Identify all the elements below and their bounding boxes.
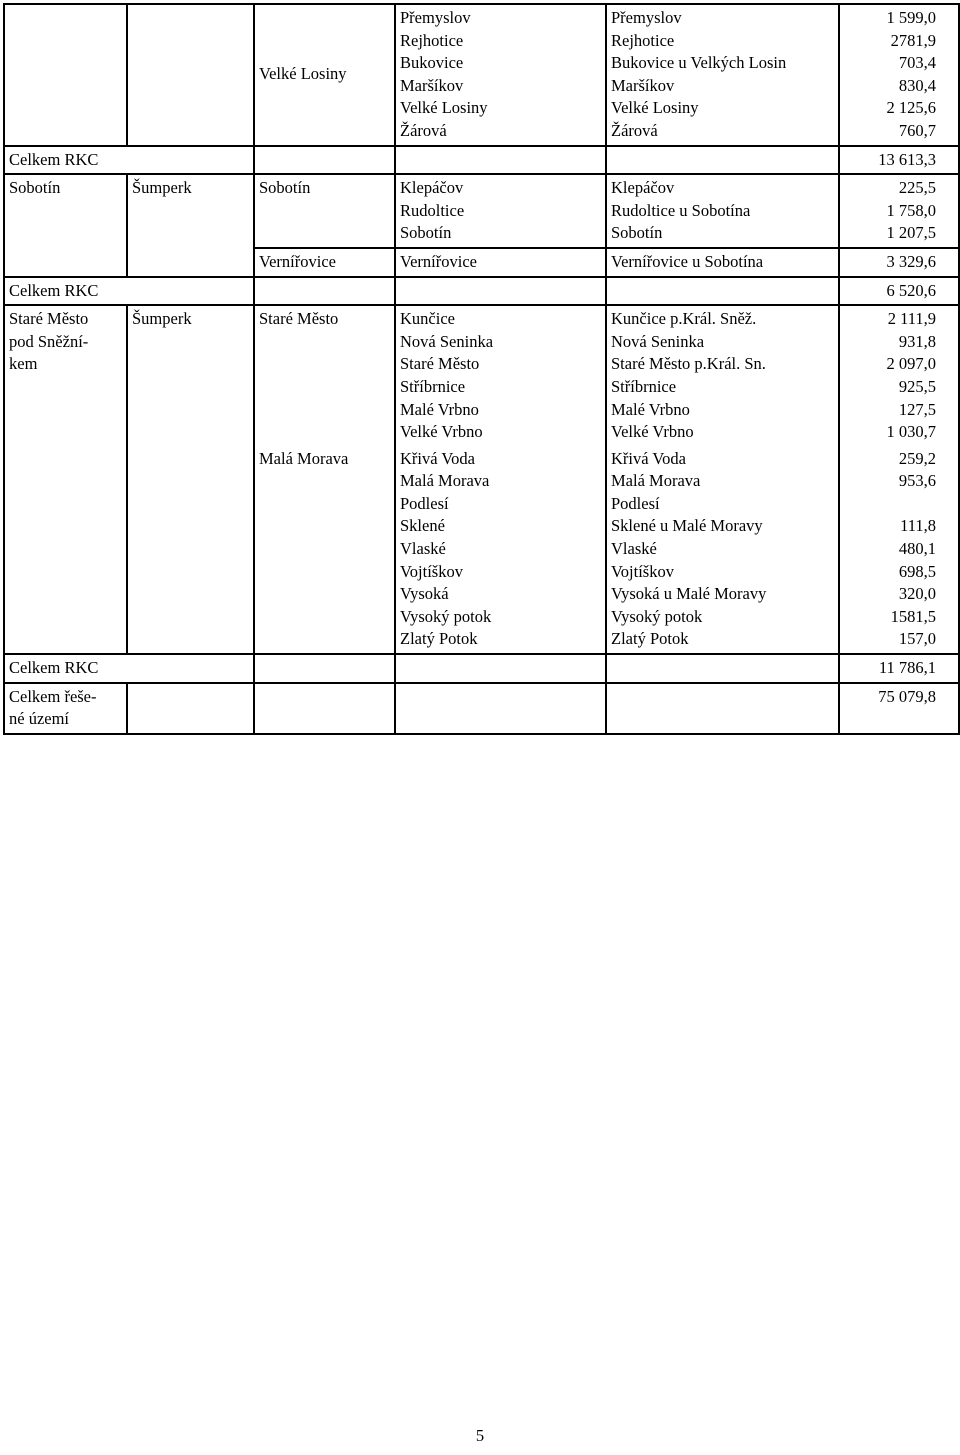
obec-name: Malá Morava (259, 448, 349, 468)
katastralni-uzemi: Křivá Voda (611, 448, 687, 468)
plocha-value: 698,5 (898, 561, 936, 581)
katastralni-uzemi: Velké Losiny (611, 98, 699, 118)
plocha-value (844, 493, 936, 516)
table-row (4, 4, 959, 146)
empty-cell (606, 277, 839, 306)
cast-obce: Zlatý Potok (400, 629, 478, 649)
total-label: Celkem RKC (4, 654, 254, 683)
plocha-value: 1 207,5 (886, 223, 936, 243)
grand-total-row (4, 683, 959, 734)
plocha-value: 480,1 (898, 539, 936, 559)
cast-obce: Vojtíškov (400, 561, 463, 581)
katastralni-uzemi: Malá Morava (611, 471, 701, 491)
obec-cell: Vernířovice (254, 248, 395, 277)
katastralni-uzemi: Malé Vrbno (611, 399, 690, 419)
casti-cell (395, 174, 606, 248)
casti-cell (395, 305, 606, 446)
cast-obce: Nová Seninka (400, 331, 494, 351)
plocha-value: 760,7 (898, 120, 936, 140)
cast-obce: Rejhotice (400, 30, 464, 50)
plocha-value: 2 097,0 (886, 354, 936, 374)
plocha-value: 703,4 (898, 53, 936, 73)
cast-obce: Vlaské (400, 539, 446, 559)
plocha-value: 225,5 (898, 178, 936, 198)
empty-cell (254, 683, 395, 734)
katastralni-uzemi: Maršíkov (611, 75, 675, 95)
page-number: 5 (475, 1426, 485, 1445)
katastralni-uzemi: Vysoká u Malé Moravy (611, 584, 767, 604)
obec-name: Sobotín (259, 178, 311, 198)
katastralni-uzemi: Žárová (611, 120, 658, 140)
plocha-cell: 3 329,6 (839, 248, 959, 277)
cast-obce: Vysoký potok (400, 606, 492, 626)
total-value: 13 613,3 (839, 146, 959, 175)
rkc-cell (4, 305, 127, 654)
total-row (4, 654, 959, 683)
plocha-value: 2 125,6 (886, 98, 936, 118)
grand-total-label (4, 683, 127, 734)
cast-obce: Vysoká (400, 584, 449, 604)
katastralni-uzemi: Rejhotice (611, 30, 675, 50)
obec-cell (254, 305, 395, 446)
casti-cell (395, 4, 606, 146)
total-label: Celkem RKC (4, 146, 254, 175)
empty-cell (395, 146, 606, 175)
plocha-cell (839, 446, 959, 654)
area-table (3, 3, 960, 735)
orp-cell (127, 4, 254, 146)
katastralni-uzemi: Vlaské (611, 539, 657, 559)
ku-cell: Vernířovice u Sobotína (606, 248, 839, 277)
katastralni-uzemi: Bukovice u Velkých Losin (611, 53, 787, 73)
plocha-value: 1 758,0 (886, 200, 936, 220)
empty-cell (395, 277, 606, 306)
plocha-cell (839, 4, 959, 146)
plocha-value: 953,6 (898, 471, 936, 491)
plocha-value: 2781,9 (890, 30, 936, 50)
empty-cell (395, 683, 606, 734)
obec-cell (254, 4, 395, 146)
plocha-value: 1 599,0 (886, 8, 936, 27)
empty-cell (606, 683, 839, 734)
katastralni-uzemi: Sklené u Malé Moravy (611, 516, 763, 536)
cast-obce: Sobotín (400, 223, 452, 243)
total-row (4, 277, 959, 306)
plocha-value: 925,5 (898, 376, 936, 396)
cast-obce: Rudoltice (400, 200, 465, 220)
rkc-name: Staré Město (9, 309, 89, 329)
table-row (4, 305, 959, 446)
katastralni-uzemi: Rudoltice u Sobotína (611, 200, 751, 220)
plocha-value: 259,2 (898, 448, 936, 468)
total-label: Celkem RKC (4, 277, 254, 306)
orp-cell (127, 174, 254, 276)
empty-cell (254, 654, 395, 683)
rkc-name: kem (9, 354, 38, 374)
cast-obce: Sklené (400, 516, 445, 536)
obec-name: Staré Město (259, 309, 339, 329)
grand-total-label-line: né území (9, 709, 70, 729)
plocha-value: 1581,5 (890, 606, 936, 626)
ku-cell (606, 174, 839, 248)
plocha-value: 2 111,9 (887, 309, 936, 329)
obec-name: Velké Losiny (259, 64, 347, 84)
plocha-value: 157,0 (898, 629, 936, 649)
rkc-name: Sobotín (9, 178, 61, 198)
rkc-cell (4, 174, 127, 276)
obec-cell (254, 446, 395, 654)
katastralni-uzemi: Klepáčov (611, 178, 675, 198)
katastralni-uzemi: Nová Seninka (611, 331, 705, 351)
orp-name: Šumperk (132, 309, 192, 329)
cast-obce: Stříbrnice (400, 376, 466, 396)
cast-obce: Kunčice (400, 309, 455, 329)
katastralni-uzemi: Velké Vrbno (611, 422, 694, 442)
empty-cell (254, 277, 395, 306)
empty-cell (606, 654, 839, 683)
grand-total-value: 75 079,8 (839, 683, 959, 734)
grand-total-label-line: Celkem řeše- (9, 686, 97, 706)
cast-obce: Maršíkov (400, 75, 464, 95)
plocha-cell (839, 305, 959, 446)
casti-cell (395, 446, 606, 654)
ku-cell (606, 4, 839, 146)
cast-obce: Malá Morava (400, 471, 490, 491)
ku-cell (606, 305, 839, 446)
katastralni-uzemi: Staré Město p.Král. Sn. (611, 354, 766, 374)
cast-obce: Přemyslov (400, 8, 471, 27)
total-value: 6 520,6 (839, 277, 959, 306)
ku-cell (606, 446, 839, 654)
casti-cell: Vernířovice (395, 248, 606, 277)
katastralni-uzemi: Zlatý Potok (611, 629, 689, 649)
plocha-value: 111,8 (900, 516, 936, 536)
katastralni-uzemi: Stříbrnice (611, 376, 677, 396)
total-value: 11 786,1 (839, 654, 959, 683)
empty-cell (395, 654, 606, 683)
katastralni-uzemi: Vojtíškov (611, 561, 674, 581)
katastralni-uzemi: Sobotín (611, 223, 663, 243)
cast-obce: Malé Vrbno (400, 399, 479, 419)
cast-obce: Velké Vrbno (400, 422, 483, 442)
cast-obce: Velké Losiny (400, 98, 488, 118)
cast-obce: Staré Město (400, 354, 480, 374)
rkc-cell (4, 4, 127, 146)
katastralni-uzemi: Podlesí (611, 493, 660, 513)
plocha-value: 127,5 (898, 399, 936, 419)
empty-cell (606, 146, 839, 175)
cast-obce: Podlesí (400, 493, 449, 513)
cast-obce: Klepáčov (400, 178, 464, 198)
empty-cell (254, 146, 395, 175)
plocha-cell (839, 174, 959, 248)
cast-obce: Bukovice (400, 53, 464, 73)
cast-obce: Žárová (400, 120, 447, 140)
plocha-value: 1 030,7 (886, 422, 936, 442)
katastralni-uzemi: Přemyslov (611, 8, 682, 27)
plocha-value: 830,4 (898, 75, 936, 95)
table-row (4, 174, 959, 248)
plocha-value: 320,0 (898, 584, 936, 604)
total-row (4, 146, 959, 175)
katastralni-uzemi: Kunčice p.Král. Sněž. (611, 309, 757, 329)
rkc-name: pod Sněžní- (9, 331, 89, 351)
cast-obce: Křivá Voda (400, 448, 476, 468)
katastralni-uzemi: Vysoký potok (611, 606, 703, 626)
orp-name: Šumperk (132, 178, 192, 198)
empty-cell (127, 683, 254, 734)
plocha-value: 931,8 (898, 331, 936, 351)
orp-cell (127, 305, 254, 654)
obec-cell (254, 174, 395, 248)
